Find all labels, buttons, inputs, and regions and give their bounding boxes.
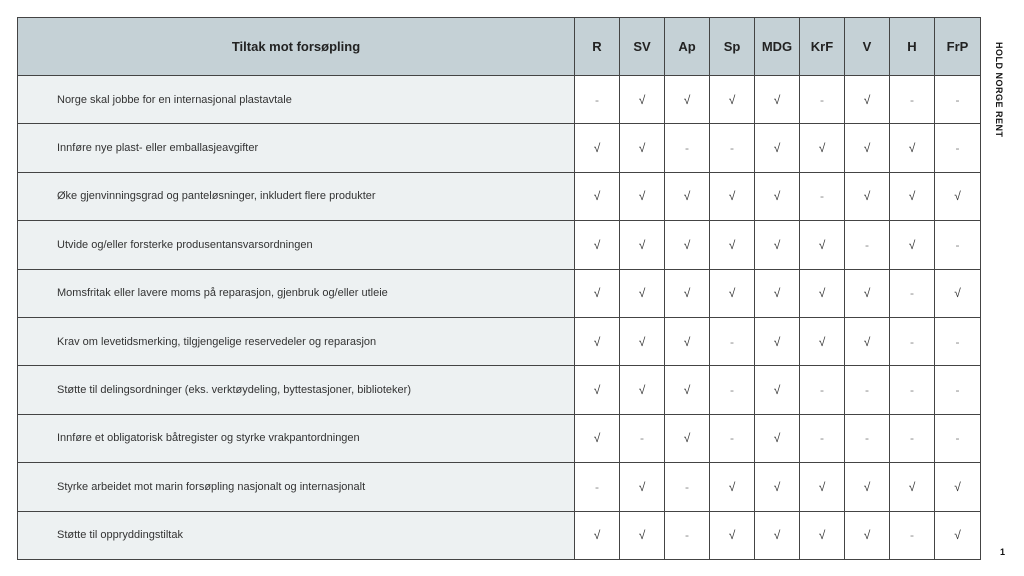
support-no-mark: - — [575, 76, 620, 124]
support-check-mark: √ — [800, 221, 845, 269]
support-check-mark: √ — [755, 463, 800, 511]
support-check-mark: √ — [845, 269, 890, 317]
support-check-mark: √ — [845, 317, 890, 365]
support-check-mark: √ — [755, 221, 800, 269]
support-check-mark: √ — [620, 366, 665, 414]
party-header-krf: KrF — [800, 18, 845, 76]
support-check-mark: √ — [620, 463, 665, 511]
measure-label: Utvide og/eller forsterke produsentansvarsordningen — [18, 221, 575, 269]
party-header-r: R — [575, 18, 620, 76]
table-row — [18, 124, 981, 172]
support-check-mark: √ — [800, 317, 845, 365]
support-check-mark: √ — [620, 269, 665, 317]
table-row — [18, 221, 981, 269]
support-check-mark: √ — [935, 511, 981, 559]
support-check-mark: √ — [890, 463, 935, 511]
page-number: 1 — [1000, 547, 1006, 557]
support-check-mark: √ — [755, 317, 800, 365]
support-check-mark: √ — [665, 172, 710, 220]
support-check-mark: √ — [665, 76, 710, 124]
support-check-mark: √ — [800, 463, 845, 511]
side-brand-label: HOLD NORGE RENT — [994, 42, 1004, 138]
measure-label: Innføre nye plast- eller emballasjeavgifter — [18, 124, 575, 172]
support-check-mark: √ — [665, 366, 710, 414]
support-no-mark: - — [665, 124, 710, 172]
support-no-mark: - — [935, 414, 981, 462]
table-row — [18, 172, 981, 220]
support-check-mark: √ — [620, 172, 665, 220]
support-check-mark: √ — [575, 221, 620, 269]
support-check-mark: √ — [755, 124, 800, 172]
support-check-mark: √ — [575, 269, 620, 317]
support-check-mark: √ — [935, 172, 981, 220]
support-check-mark: √ — [710, 511, 755, 559]
support-no-mark: - — [890, 317, 935, 365]
table-row — [18, 463, 981, 511]
header-title: Tiltak mot forsøpling — [18, 18, 575, 76]
party-header-h: H — [890, 18, 935, 76]
support-no-mark: - — [800, 414, 845, 462]
support-no-mark: - — [710, 414, 755, 462]
support-no-mark: - — [800, 366, 845, 414]
table-row — [18, 317, 981, 365]
support-no-mark: - — [800, 76, 845, 124]
support-no-mark: - — [935, 221, 981, 269]
support-no-mark: - — [665, 463, 710, 511]
support-no-mark: - — [575, 463, 620, 511]
table-row — [18, 414, 981, 462]
support-check-mark: √ — [620, 317, 665, 365]
support-check-mark: √ — [845, 76, 890, 124]
support-check-mark: √ — [575, 172, 620, 220]
support-check-mark: √ — [890, 172, 935, 220]
support-check-mark: √ — [845, 511, 890, 559]
party-header-mdg: MDG — [755, 18, 800, 76]
measure-label: Momsfritak eller lavere moms på reparasjon, gjenbruk og/eller utleie — [18, 269, 575, 317]
measure-label: Støtte til delingsordninger (eks. verktøydeling, byttestasjoner, biblioteker) — [18, 366, 575, 414]
support-no-mark: - — [620, 414, 665, 462]
support-no-mark: - — [890, 414, 935, 462]
support-no-mark: - — [890, 269, 935, 317]
party-header-frp: FrP — [935, 18, 981, 76]
table-row — [18, 366, 981, 414]
support-check-mark: √ — [710, 76, 755, 124]
support-check-mark: √ — [575, 414, 620, 462]
support-check-mark: √ — [755, 511, 800, 559]
support-check-mark: √ — [620, 76, 665, 124]
support-check-mark: √ — [890, 221, 935, 269]
header-row — [18, 18, 981, 76]
support-no-mark: - — [845, 221, 890, 269]
support-check-mark: √ — [845, 463, 890, 511]
measure-label: Norge skal jobbe for en internasjonal plastavtale — [18, 76, 575, 124]
measure-label: Støtte til oppryddingstiltak — [18, 511, 575, 559]
measure-label: Innføre et obligatorisk båtregister og styrke vrakpantordningen — [18, 414, 575, 462]
support-check-mark: √ — [620, 124, 665, 172]
support-no-mark: - — [710, 124, 755, 172]
support-check-mark: √ — [710, 221, 755, 269]
support-no-mark: - — [845, 414, 890, 462]
table-body — [18, 76, 981, 560]
support-check-mark: √ — [845, 172, 890, 220]
party-header-sp: Sp — [710, 18, 755, 76]
support-no-mark: - — [710, 317, 755, 365]
support-no-mark: - — [935, 76, 981, 124]
support-check-mark: √ — [755, 414, 800, 462]
party-measures-table — [17, 17, 981, 560]
party-header-ap: Ap — [665, 18, 710, 76]
support-check-mark: √ — [800, 269, 845, 317]
support-no-mark: - — [890, 511, 935, 559]
support-check-mark: √ — [665, 414, 710, 462]
support-check-mark: √ — [935, 463, 981, 511]
party-header-sv: SV — [620, 18, 665, 76]
support-no-mark: - — [935, 124, 981, 172]
support-check-mark: √ — [665, 269, 710, 317]
support-check-mark: √ — [710, 463, 755, 511]
support-check-mark: √ — [755, 172, 800, 220]
support-check-mark: √ — [710, 172, 755, 220]
support-check-mark: √ — [575, 511, 620, 559]
support-check-mark: √ — [575, 366, 620, 414]
support-check-mark: √ — [890, 124, 935, 172]
support-no-mark: - — [845, 366, 890, 414]
support-check-mark: √ — [665, 317, 710, 365]
support-no-mark: - — [890, 366, 935, 414]
table-row — [18, 269, 981, 317]
table-row — [18, 76, 981, 124]
measure-label: Styrke arbeidet mot marin forsøpling nasjonalt og internasjonalt — [18, 463, 575, 511]
support-check-mark: √ — [665, 221, 710, 269]
support-check-mark: √ — [710, 269, 755, 317]
support-check-mark: √ — [620, 221, 665, 269]
support-no-mark: - — [935, 317, 981, 365]
support-check-mark: √ — [800, 124, 845, 172]
support-no-mark: - — [665, 511, 710, 559]
support-no-mark: - — [935, 366, 981, 414]
support-no-mark: - — [710, 366, 755, 414]
support-check-mark: √ — [755, 76, 800, 124]
support-no-mark: - — [800, 172, 845, 220]
measure-label: Øke gjenvinningsgrad og panteløsninger, inkludert flere produkter — [18, 172, 575, 220]
party-header-v: V — [845, 18, 890, 76]
support-check-mark: √ — [755, 366, 800, 414]
support-check-mark: √ — [575, 124, 620, 172]
measure-label: Krav om levetidsmerking, tilgjengelige reservedeler og reparasjon — [18, 317, 575, 365]
support-no-mark: - — [890, 76, 935, 124]
support-check-mark: √ — [620, 511, 665, 559]
support-check-mark: √ — [575, 317, 620, 365]
support-check-mark: √ — [755, 269, 800, 317]
table-row — [18, 511, 981, 559]
support-check-mark: √ — [935, 269, 981, 317]
support-check-mark: √ — [845, 124, 890, 172]
support-check-mark: √ — [800, 511, 845, 559]
